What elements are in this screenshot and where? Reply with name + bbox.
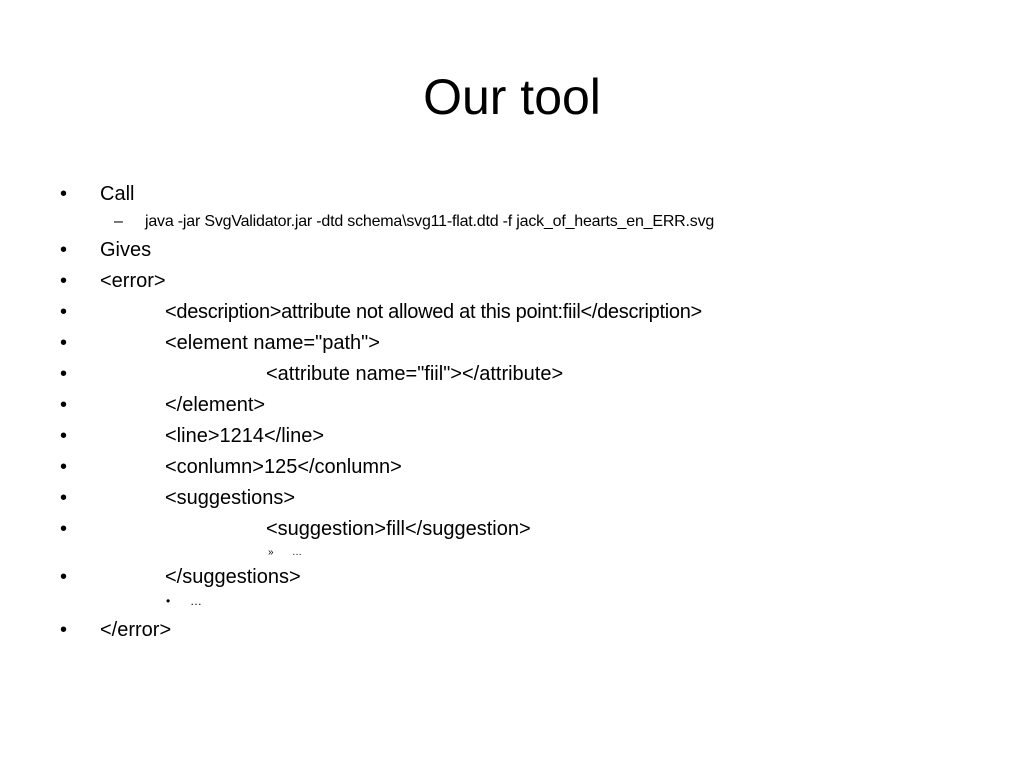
bullet-marker: • — [60, 183, 68, 205]
bullet-marker: • — [60, 363, 68, 385]
slide-title: Our tool — [423, 69, 601, 125]
bullet-marker: • — [60, 619, 68, 641]
bullet-marker: • — [60, 518, 68, 540]
bullet-marker: • — [60, 566, 68, 588]
bullet-marker: • — [166, 594, 171, 608]
bullet-marker: • — [60, 487, 68, 509]
bullet-marker: • — [60, 270, 68, 292]
ellipsis-text: … — [292, 547, 302, 558]
raquo-marker: » — [268, 547, 274, 558]
bullet-text: <suggestion>fill</suggestion> — [266, 518, 531, 540]
ellipsis-text: … — [190, 594, 202, 608]
bullet-text: <description>attribute not allowed at this point:fiil</description> — [165, 301, 702, 323]
bullet-text: </error> — [100, 619, 172, 641]
bullet-marker: • — [60, 239, 68, 261]
bullet-marker: • — [60, 332, 68, 354]
bullet-text: <attribute name="fiil"></attribute> — [266, 363, 564, 385]
bullet-marker: • — [60, 456, 68, 478]
command-text: java -jar SvgValidator.jar -dtd schema\svg11-flat.dtd -f jack_of_hearts_en_ERR.svg — [145, 213, 715, 230]
dash-marker: – — [114, 213, 123, 230]
bullet-text: </element> — [165, 394, 266, 416]
bullet-marker: • — [60, 301, 68, 323]
bullet-text: <element name="path"> — [165, 332, 380, 354]
bullet-text: </suggestions> — [165, 566, 301, 588]
bullet-text: Gives — [100, 239, 152, 261]
bullet-text: <line>1214</line> — [165, 425, 325, 447]
bullet-marker: • — [60, 394, 68, 416]
bullet-marker: • — [60, 425, 68, 447]
bullet-text: <suggestions> — [165, 487, 296, 509]
bullet-text: <error> — [100, 270, 166, 292]
bullet-text: Call — [100, 183, 135, 205]
bullet-text: <conlumn>125</conlumn> — [165, 456, 402, 478]
